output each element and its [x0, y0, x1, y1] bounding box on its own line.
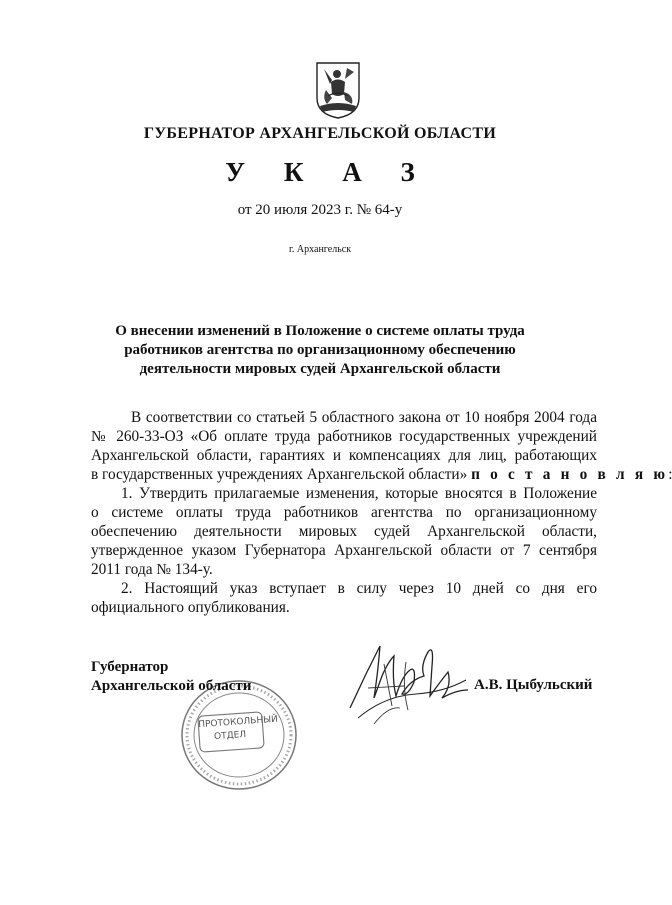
- issue-city: г. Архангельск: [288, 244, 352, 255]
- title-line: деятельности мировых судей Архангельской области: [139, 361, 501, 377]
- body-line: утвержденное указом Губернатора Архангельской области от 7 сентября: [91, 542, 597, 559]
- body-line: 2. Настоящий указ вступает в силу через 10 дней со дня его: [121, 580, 597, 597]
- body-line-decree: [91, 465, 669, 484]
- handwritten-signature: [344, 636, 474, 736]
- decree-punct: [668, 466, 672, 483]
- body-line: Архангельской области, гарантиях и компенсациях для лиц, работающих: [91, 447, 597, 464]
- body-line: обеспечению деятельности мировых судей Архангельской области,: [91, 523, 597, 540]
- document-type: У К А З: [225, 157, 431, 187]
- body-line: В соответствии со статьей 5 областного закона от 10 ноября 2004 года: [131, 409, 597, 426]
- signatory-name: А.В. Цыбульский: [474, 677, 593, 693]
- body-line: официального опубликования.: [91, 599, 290, 616]
- body-line-text: в государственных учреждениях Архангельской области»: [91, 466, 468, 483]
- body-line: 2011 года № 134-у.: [91, 561, 213, 578]
- title-line: О внесении изменений в Положение о системе оплаты труда: [115, 323, 525, 339]
- stamp-line: ОТДЕЛ: [213, 729, 247, 743]
- document-title: [110, 322, 530, 379]
- stamp-label: [197, 714, 279, 753]
- body-line: о системе оплаты труда работников агентства по организационному: [91, 504, 597, 521]
- body-line: 1. Утвердить прилагаемые изменения, которые вносятся в Положение: [121, 485, 597, 502]
- position-line: Губернатор: [91, 659, 169, 675]
- coat-of-arms-icon: [314, 60, 362, 120]
- decree-word: п о с т а н о в л я ю: [471, 466, 669, 483]
- date-and-number: от 20 июля 2023 г. № 64-у: [237, 202, 403, 218]
- stamp-line: ПРОТОКОЛЬНЫЙ: [197, 714, 279, 731]
- issuing-authority: ГУБЕРНАТОР АРХАНГЕЛЬСКОЙ ОБЛАСТИ: [143, 125, 497, 142]
- body-line: № 260-33-ОЗ «Об оплате труда работников государственных учреждений: [91, 428, 597, 445]
- signatory-position: [91, 658, 251, 696]
- title-line: работников агентства по организационному обеспечению: [124, 342, 516, 358]
- document-body: [91, 408, 669, 617]
- position-line: Архангельской области: [91, 678, 252, 694]
